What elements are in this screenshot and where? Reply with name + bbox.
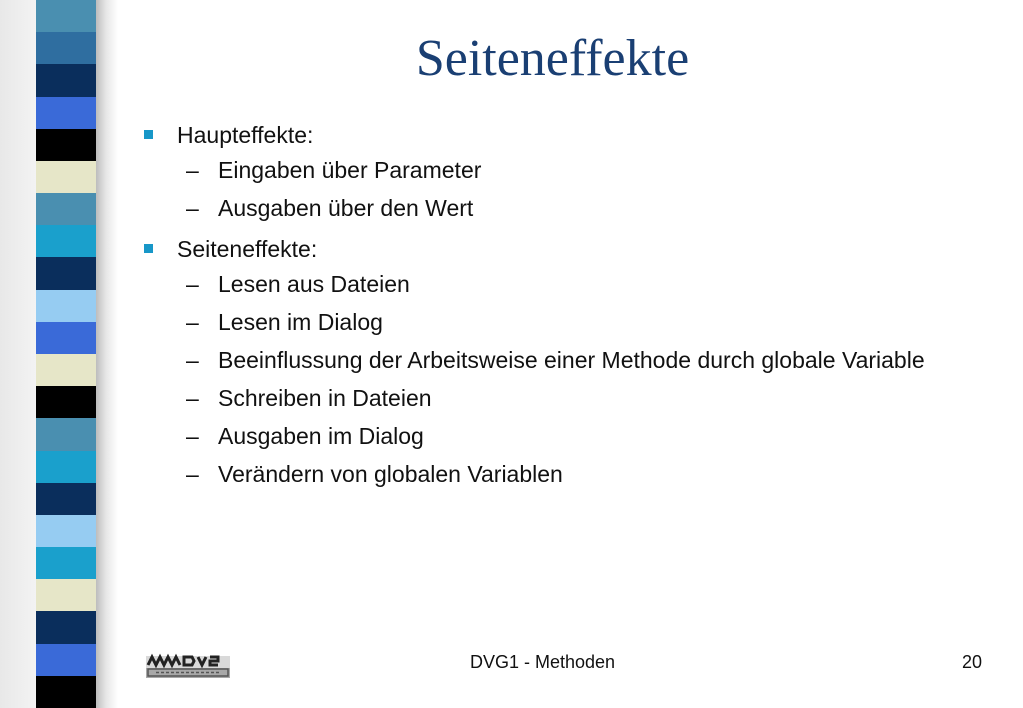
page-number: 20: [962, 652, 983, 672]
bullet-label: Seiteneffekte:: [177, 236, 318, 262]
stripe-block: [36, 97, 96, 130]
stripe-block: [36, 515, 96, 548]
stripe-block: [36, 611, 96, 644]
logo-icon: [146, 653, 230, 679]
stripe-block: [36, 451, 96, 484]
sub-bullet-item: [140, 154, 1000, 186]
stripe-block: [36, 129, 96, 162]
stripe-block: [36, 483, 96, 516]
square-bullet-icon: [144, 130, 153, 139]
stripe-shadow: [96, 0, 118, 708]
sub-bullet-label: Lesen im Dialog: [218, 309, 383, 335]
stripe-block: [36, 32, 96, 65]
sub-bullet-label: Ausgaben im Dialog: [218, 423, 424, 449]
square-bullet-icon: [144, 244, 153, 253]
sub-bullet-item: [140, 458, 1000, 490]
dash-icon: –: [186, 347, 199, 373]
stripe-block: [36, 193, 96, 226]
dash-icon: –: [186, 423, 199, 449]
dash-icon: –: [186, 157, 199, 183]
footer-text: DVG1 - Methoden: [470, 652, 616, 672]
stripe-block: [36, 644, 96, 677]
decorative-stripe-bar: [0, 0, 118, 708]
sub-bullet-label: Lesen aus Dateien: [218, 271, 410, 297]
stripe-block: [36, 386, 96, 419]
stripe-block: [36, 0, 96, 33]
sub-bullet-label: Eingaben über Parameter: [218, 157, 482, 183]
sub-bullet-label: Beeinflussung der Arbeitsweise einer Methode durch globale Variable: [218, 347, 925, 373]
sub-bullet-item: [140, 192, 1000, 224]
stripe-block: [36, 676, 96, 708]
bullet-item: [140, 116, 1000, 154]
bullet-item: [140, 230, 1000, 268]
dash-icon: –: [186, 309, 199, 335]
dash-icon: –: [186, 385, 199, 411]
stripe-block: [36, 354, 96, 387]
stripe-block: [36, 257, 96, 290]
stripe-block: [36, 290, 96, 323]
stripe-blocks: [36, 0, 96, 708]
stripe-block: [36, 322, 96, 355]
stripe-background: [0, 0, 36, 708]
dash-icon: –: [186, 271, 199, 297]
stripe-block: [36, 161, 96, 194]
sub-bullet-item: [140, 344, 998, 376]
stripe-block: [36, 547, 96, 580]
stripe-block: [36, 64, 96, 97]
stripe-block: [36, 225, 96, 258]
bullet-label: Haupteffekte:: [177, 122, 314, 148]
bullet-list: [140, 116, 1000, 496]
stripe-block: [36, 418, 96, 451]
sub-bullet-item: [140, 382, 1000, 414]
sub-bullet-label: Schreiben in Dateien: [218, 385, 432, 411]
sub-bullet-item: [140, 420, 1000, 452]
dash-icon: –: [186, 461, 199, 487]
stripe-block: [36, 579, 96, 612]
sub-bullet-item: [140, 306, 1000, 338]
dash-icon: –: [186, 195, 199, 221]
slide-title: Seiteneffekte: [415, 30, 690, 87]
sub-bullet-label: Verändern von globalen Variablen: [218, 461, 563, 487]
sub-bullet-item: [140, 268, 1000, 300]
sub-bullet-label: Ausgaben über den Wert: [218, 195, 474, 221]
